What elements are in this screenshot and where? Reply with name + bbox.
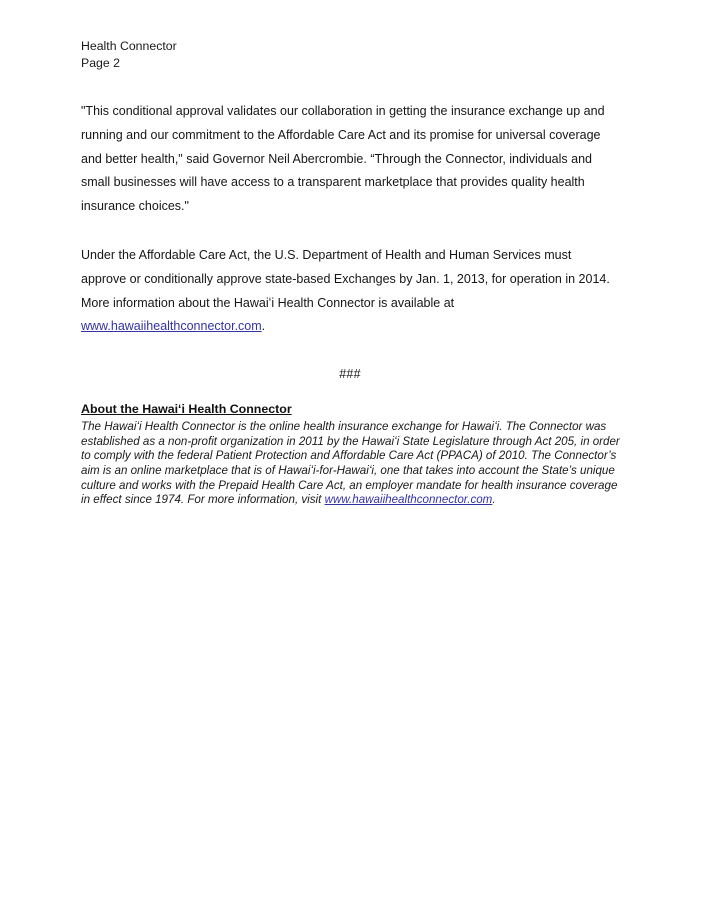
about-heading: About the Hawaiʻi Health Connector bbox=[81, 402, 292, 417]
running-header-title: Health Connector bbox=[81, 39, 177, 53]
hawaii-health-connector-link[interactable]: www.hawaiihealthconnector.com bbox=[81, 319, 262, 334]
paragraph-aca-period: . bbox=[261, 319, 266, 334]
end-of-release-separator: ### bbox=[339, 367, 361, 382]
paragraph-governor-quote: "This conditional approval validates our collaboration in getting the insurance exchange up and running and our commitment to the Affordable Care Act and its promise for universal coverage and better health," said Governor Neil Abercrombie. “Through the Connector, individuals and small businesses will have access to a transparent marketplace that provides quality health insurance choices." bbox=[81, 104, 605, 214]
about-body-period: . bbox=[492, 493, 496, 507]
about-hawaii-health-connector-link[interactable]: www.hawaiihealthconnector.com bbox=[324, 493, 493, 507]
about-body bbox=[81, 420, 621, 508]
about-heading-row bbox=[81, 400, 619, 418]
running-header bbox=[81, 38, 619, 71]
about-body-text: The Hawaiʻi Health Connector is the online health insurance exchange for Hawaiʻi. The Connector was established as a non-profit organization in 2011 by the Hawaiʻi State Legislature through Act 205, in order to comply with the federal Patient Protection and Affordable Care Act (PPACA) of 2010. The Connector’s aim is an online marketplace that is of Hawaiʻi-for-Hawaiʻi, one that takes into account the State’s unique culture and works with the Prepaid Health Care Act, an employer mandate for health insurance coverage in effect since 1974. For more information, visit bbox=[81, 420, 620, 507]
paragraph-aca-text: Under the Affordable Care Act, the U.S. Department of Health and Human Services must approve or conditionally approve state-based Exchanges by Jan. 1, 2013, for operation in 2014. More information about the Hawaiʻi Health Connector is available at bbox=[81, 247, 610, 310]
paragraph-affordable-care-act bbox=[81, 244, 619, 339]
page-content bbox=[81, 38, 619, 519]
about-section bbox=[81, 400, 619, 508]
running-header-page-number: Page 2 bbox=[81, 55, 120, 70]
